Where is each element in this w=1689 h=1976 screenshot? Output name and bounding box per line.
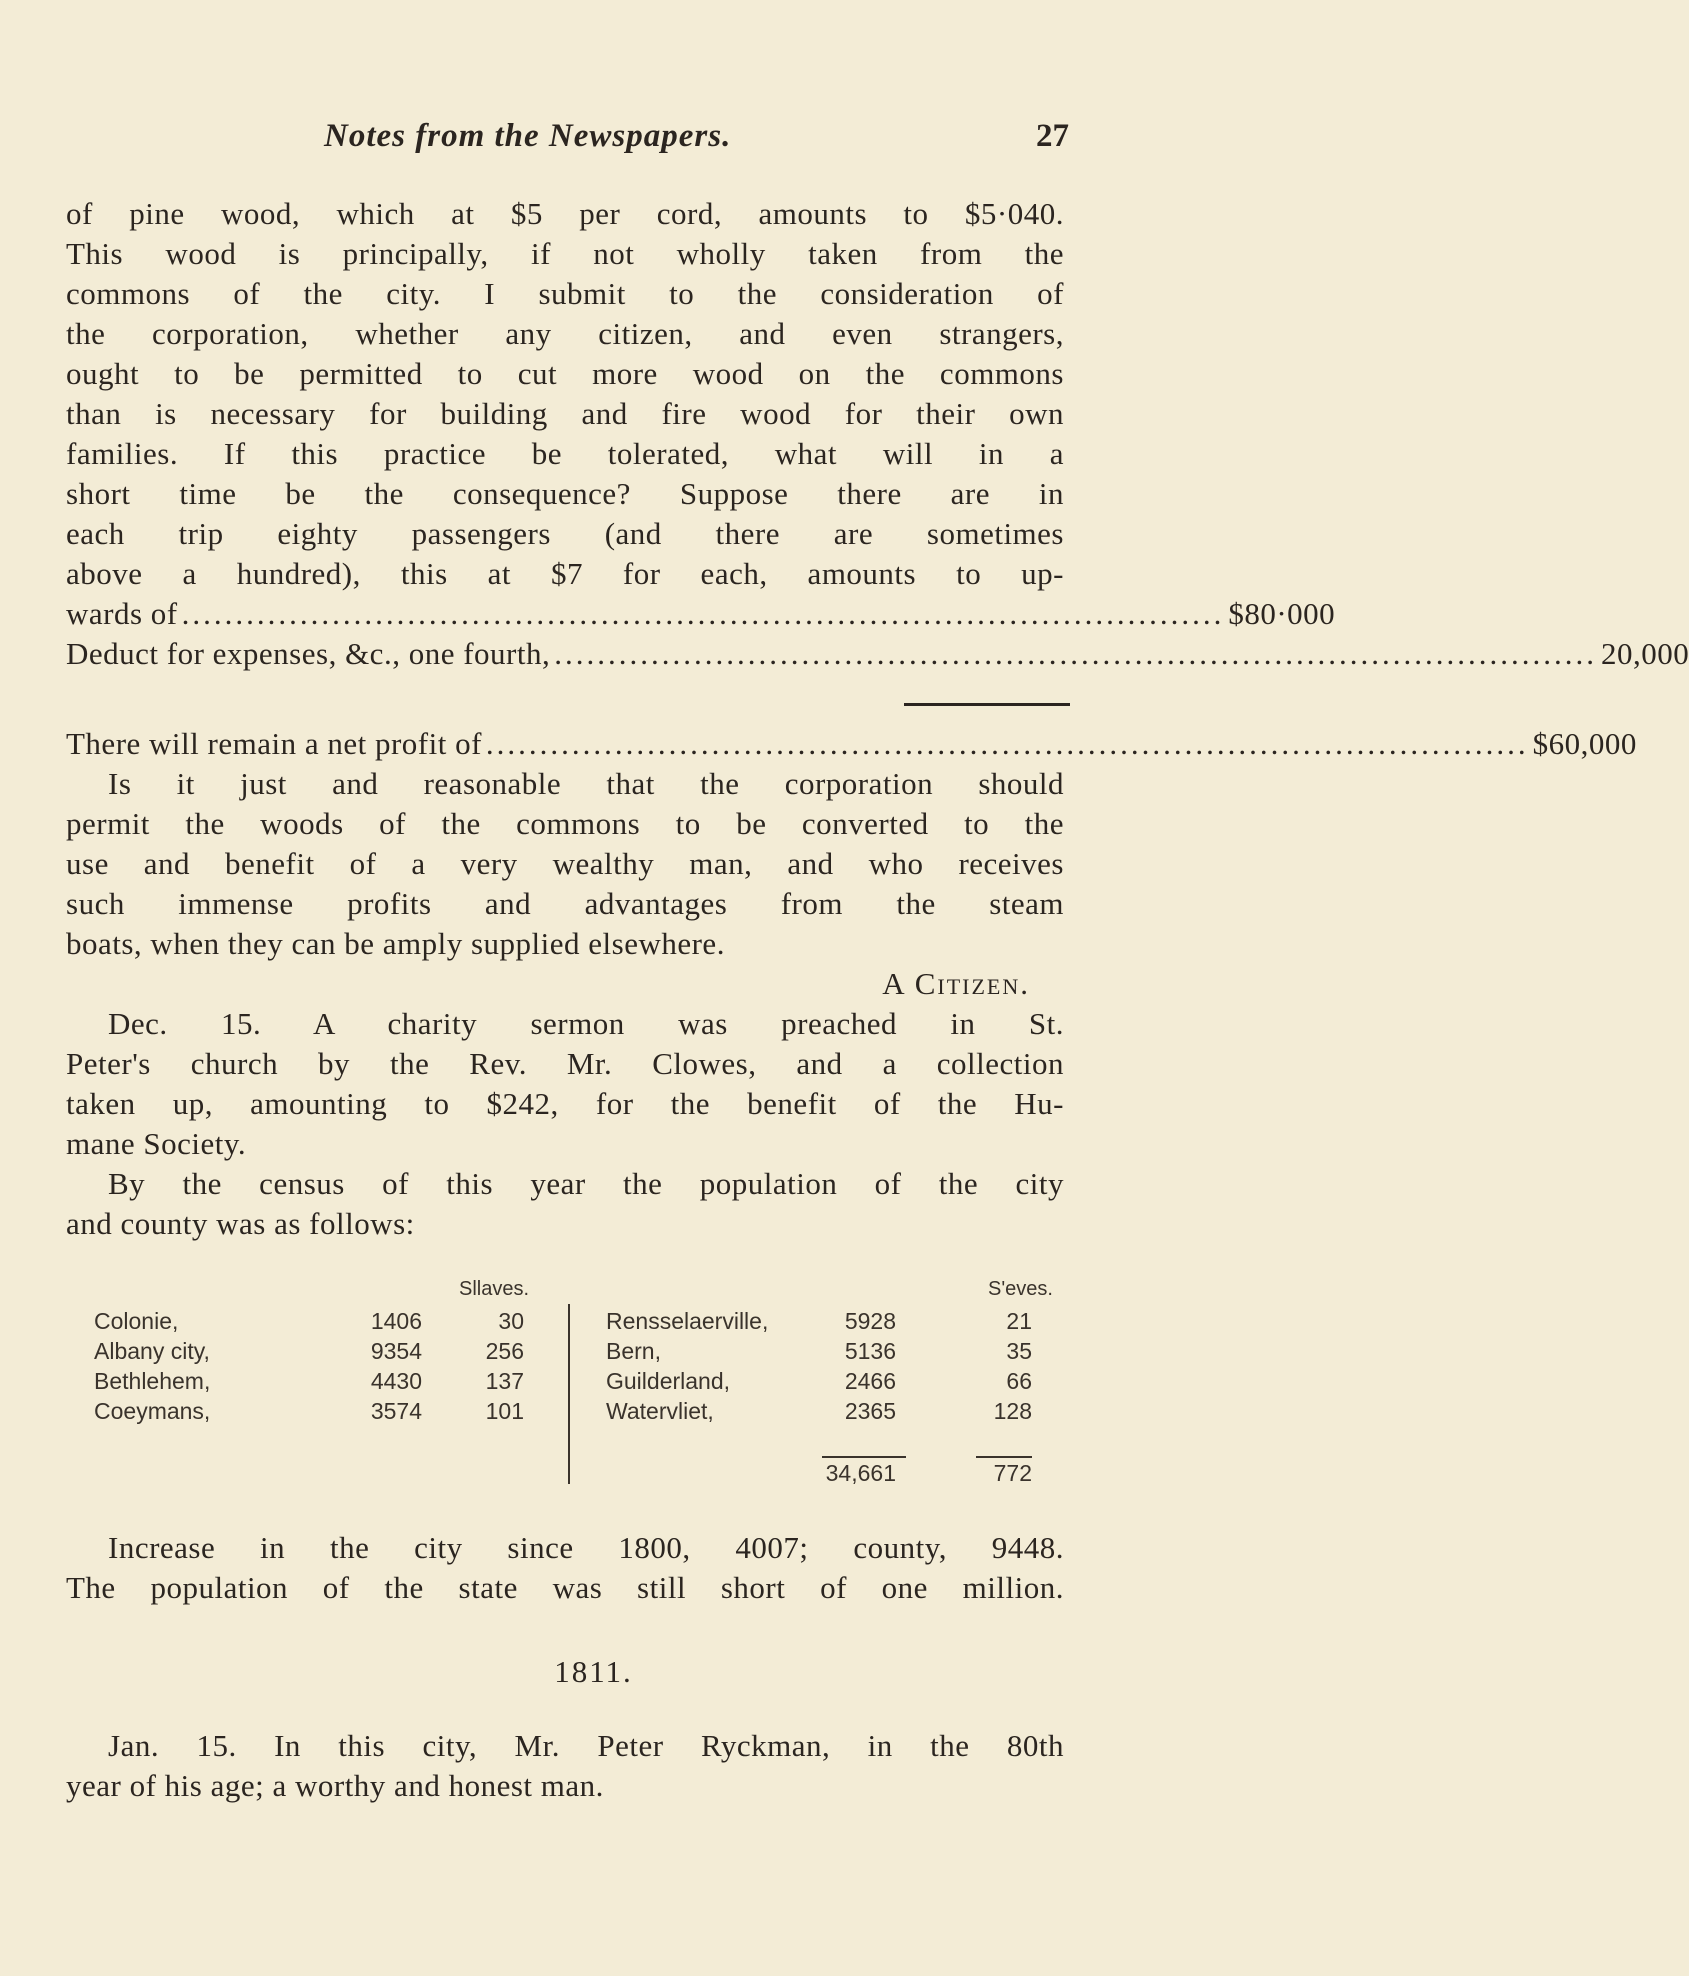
table-row (66, 1306, 1064, 1336)
town-population: 3574 (370, 1398, 422, 1424)
text-line: such immense profits and advantages from the steam (66, 886, 1064, 921)
text-line: above a hundred), this at $7 for each, amounts to up- (66, 556, 1064, 591)
town-population: 2466 (844, 1368, 896, 1394)
dot-leader: ................................................................................................. (554, 636, 1597, 671)
text-line: families. If this practice be tolerated, what will in a (66, 436, 1064, 471)
text-line: commons of the city. I submit to the consideration of (66, 276, 1064, 311)
town-slaves: 21 (1006, 1308, 1032, 1334)
text-line: mane Society. (66, 1126, 247, 1161)
right-slaves-header: S'eves. (988, 1278, 1053, 1300)
upwards-amount: $80·000 (1228, 596, 1336, 631)
paragraph-increase (66, 1528, 1064, 1608)
left-slaves-header: Sllaves. (459, 1278, 530, 1300)
town-slaves: 35 (1006, 1338, 1032, 1364)
text-line: use and benefit of a very wealthy man, and who receives (66, 846, 1064, 881)
town-population: 2365 (844, 1398, 896, 1424)
text-line: permit the woods of the commons to be converted to the (66, 806, 1064, 841)
page-header (66, 118, 1069, 168)
paragraph-jan15 (66, 1726, 1064, 1806)
deduct-amount: 20,000 (1600, 636, 1689, 671)
town-population: 4430 (370, 1368, 422, 1394)
town-name: Watervliet, (606, 1398, 714, 1424)
table-row (66, 1396, 1064, 1426)
town-slaves: 66 (1006, 1368, 1032, 1394)
text-line: Dec. 15. A charity sermon was preached in St. (108, 1006, 1064, 1041)
paragraph-wood (66, 194, 1689, 674)
town-name: Bern, (606, 1338, 661, 1364)
text-line: The population of the state was still short of one million. (66, 1570, 1064, 1605)
text-line: ought to be permitted to cut more wood on the commons (66, 356, 1064, 391)
town-population: 9354 (370, 1338, 422, 1364)
signature: A Citizen. (882, 966, 1030, 1001)
text-line: Jan. 15. In this city, Mr. Peter Ryckman, in the 80th (108, 1728, 1064, 1763)
year-heading: 1811. (554, 1654, 633, 1689)
text-line: Increase in the city since 1800, 4007; county, 9448. (108, 1530, 1064, 1565)
text-line: of pine wood, which at $5 per cord, amounts to $5·040. (66, 196, 1064, 231)
upwards-line (66, 594, 1336, 634)
text-line: By the census of this year the population of the city (108, 1166, 1064, 1201)
town-slaves: 101 (485, 1398, 524, 1424)
town-name: Rensselaerville, (606, 1308, 769, 1334)
remain-line (66, 724, 1637, 764)
upwards-label: wards of (66, 596, 178, 631)
town-name: Albany city, (94, 1338, 210, 1364)
text-line: than is necessary for building and fire wood for their own (66, 396, 1064, 431)
total-slaves: 772 (993, 1460, 1032, 1486)
town-slaves: 30 (498, 1308, 524, 1334)
running-title: Notes from the Newspapers. (324, 118, 732, 154)
town-name: Guilderland, (606, 1368, 731, 1394)
town-name: Coeymans, (94, 1398, 211, 1424)
census-table (66, 1276, 1064, 1488)
total-population: 34,661 (825, 1460, 896, 1486)
text-line: taken up, amounting to $242, for the benefit of the Hu- (66, 1086, 1064, 1121)
text-line: Is it just and reasonable that the corporation should (108, 766, 1064, 801)
dot-leader: ................................................................................................. (181, 596, 1225, 631)
text-line: short time be the consequence? Suppose there are in (66, 476, 1064, 511)
text-line: Peter's church by the Rev. Mr. Clowes, and a collection (66, 1046, 1064, 1081)
deduct-line (66, 634, 1689, 674)
remain-label: There will remain a net profit of (66, 726, 482, 761)
dot-leader: ................................................................................................. (485, 726, 1529, 761)
deduct-label: Deduct for expenses, &c., one fourth, (66, 636, 551, 671)
town-slaves: 128 (993, 1398, 1032, 1424)
town-slaves: 137 (485, 1368, 524, 1394)
town-population: 1406 (370, 1308, 422, 1334)
town-name: Colonie, (94, 1308, 179, 1334)
totals-row (66, 1458, 1064, 1488)
page-number: 27 (1036, 118, 1069, 154)
text-line: This wood is principally, if not wholly taken from the (66, 236, 1064, 271)
table-row (66, 1366, 1064, 1396)
text-line: year of his age; a worthy and honest man. (66, 1768, 604, 1803)
town-population: 5928 (844, 1308, 896, 1334)
town-slaves: 256 (485, 1338, 524, 1364)
text-line: boats, when they can be amply supplied elsewhere. (66, 926, 725, 961)
town-name: Bethlehem, (94, 1368, 211, 1394)
text-line: the corporation, whether any citizen, and even strangers, (66, 316, 1064, 351)
text-line: and county was as follows: (66, 1206, 415, 1241)
table-row (66, 1336, 1064, 1366)
column-divider (568, 1304, 570, 1484)
remain-amount: $60,000 (1532, 726, 1637, 761)
sum-rule (904, 703, 1070, 706)
town-population: 5136 (844, 1338, 896, 1364)
text-line: each trip eighty passengers (and there are sometimes (66, 516, 1064, 551)
paragraph-question (66, 724, 1637, 1244)
